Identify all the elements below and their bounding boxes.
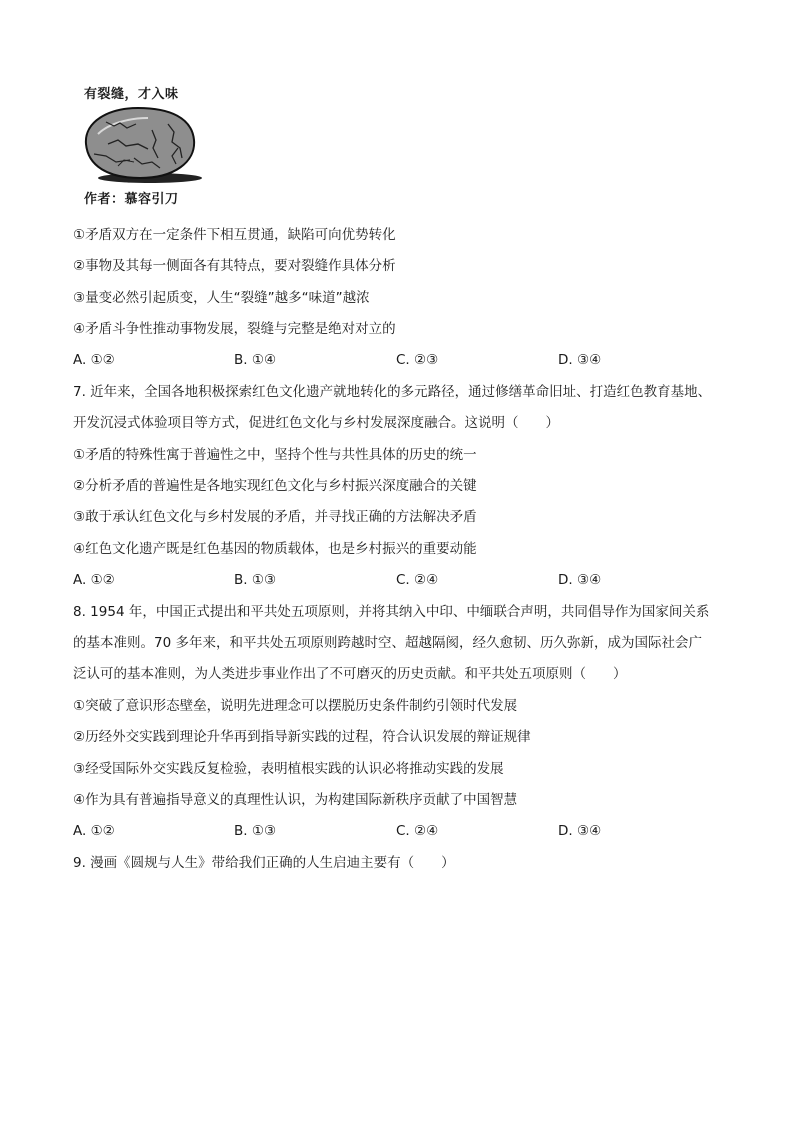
q8-option-c[interactable]: C. ②④ <box>396 823 439 839</box>
q8-stem-line-3: 泛认可的基本准则，为人类进步事业作出了不可磨灭的历史贡献。和平共处五项原则（ ） <box>73 666 627 682</box>
q7-statement-1: ①矛盾的特殊性寓于普遍性之中，坚持个性与共性具体的历史的统一 <box>73 447 477 463</box>
q8-statement-2: ②历经外交实践到理论升华再到指导新实践的过程，符合认识发展的辩证规律 <box>73 729 531 745</box>
q7-stem-line-2: 开发沉浸式体验项目等方式，促进红色文化与乡村发展深度融合。这说明（ ） <box>73 415 559 431</box>
q6-statement-3: ③量变必然引起质变，人生“裂缝”越多“味道”越浓 <box>73 290 370 306</box>
q7-option-c[interactable]: C. ②④ <box>396 572 439 588</box>
q6-option-d[interactable]: D. ③④ <box>558 352 602 368</box>
cracked-egg-illustration <box>78 104 206 184</box>
q8-statement-3: ③经受国际外交实践反复检验，表明植根实践的认识必将推动实践的发展 <box>73 761 504 777</box>
q7-option-b[interactable]: B. ①③ <box>234 572 277 588</box>
q7-statement-4: ④红色文化遗产既是红色基因的物质载体，也是乡村振兴的重要动能 <box>73 541 477 557</box>
q7-option-d[interactable]: D. ③④ <box>558 572 602 588</box>
q8-stem-line-2: 的基本准则。70 多年来，和平共处五项原则跨越时空、超越隔阂，经久愈韧、历久弥新，成为国际社会广 <box>73 635 702 651</box>
q6-option-a[interactable]: A. ①② <box>73 352 115 368</box>
cartoon-title: 有裂缝，才入味 <box>84 87 179 102</box>
q8-option-a[interactable]: A. ①② <box>73 823 115 839</box>
q7-statement-2: ②分析矛盾的普遍性是各地实现红色文化与乡村振兴深度融合的关键 <box>73 478 477 494</box>
q8-option-b[interactable]: B. ①③ <box>234 823 277 839</box>
q8-statement-4: ④作为具有普遍指导意义的真理性认识，为构建国际新秩序贡献了中国智慧 <box>73 792 518 808</box>
q7-option-a[interactable]: A. ①② <box>73 572 115 588</box>
q9-stem: 9. 漫画《圆规与人生》带给我们正确的人生启迪主要有（ ） <box>73 855 455 871</box>
q8-statement-1: ①突破了意识形态壁垒，说明先进理念可以摆脱历史条件制约引领时代发展 <box>73 698 518 714</box>
cartoon-figure <box>78 80 208 208</box>
q7-stem-line-1: 7. 近年来，全国各地积极探索红色文化遗产就地转化的多元路径，通过修缮革命旧址、打造红色教育基地、 <box>73 384 712 400</box>
q7-statement-3: ③敢于承认红色文化与乡村发展的矛盾，并寻找正确的方法解决矛盾 <box>73 509 477 525</box>
q6-statement-1: ①矛盾双方在一定条件下相互贯通，缺陷可向优势转化 <box>73 227 396 243</box>
q6-option-b[interactable]: B. ①④ <box>234 352 277 368</box>
q8-stem-line-1: 8. 1954 年，中国正式提出和平共处五项原则，并将其纳入中印、中缅联合声明，共同倡导作为国家间关系 <box>73 604 710 620</box>
q8-option-d[interactable]: D. ③④ <box>558 823 602 839</box>
q6-option-c[interactable]: C. ②③ <box>396 352 439 368</box>
q6-statement-4: ④矛盾斗争性推动事物发展，裂缝与完整是绝对对立的 <box>73 321 396 337</box>
cartoon-author: 作者：慕容引刀 <box>84 192 179 207</box>
q6-statement-2: ②事物及其每一侧面各有其特点，要对裂缝作具体分析 <box>73 258 396 274</box>
